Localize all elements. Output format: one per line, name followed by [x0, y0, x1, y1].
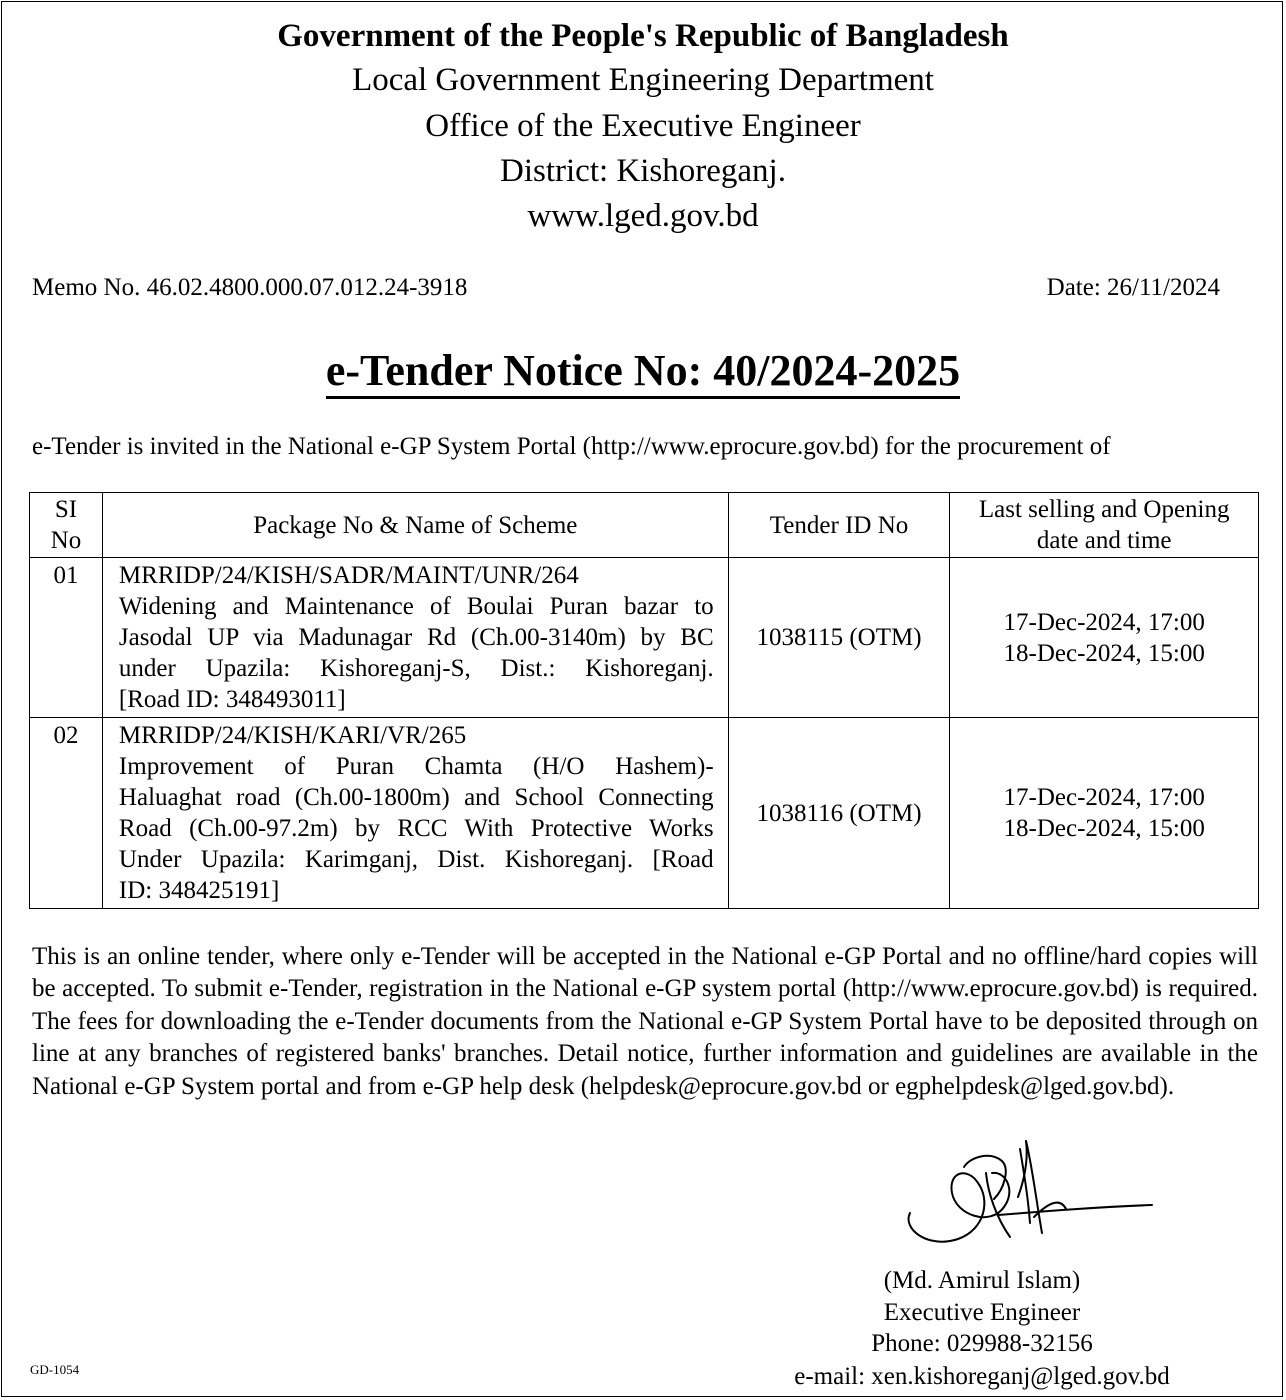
last-selling-date: 17-Dec-2024, 17:00 [1003, 784, 1205, 811]
scheme-line: under Upazila: Kishoreganj-S, Dist.: Kishoreganj. [118, 655, 714, 682]
col-header-tender-id: Tender ID No [728, 493, 950, 558]
table-header-row [30, 493, 1259, 558]
row-dates [950, 558, 1259, 718]
notice-date: Date: 26/11/2024 [1046, 274, 1220, 301]
department-heading: Local Government Engineering Department [352, 62, 934, 98]
row-package [102, 718, 728, 909]
tender-instructions: This is an online tender, where only e-Tender will be accepted in the National e-GP Portal and no offline/hard copies will be accepted. To submit e-Tender, registration in the National e-GP system portal (http://www.eprocure.gov.bd) is required. The fees for downloading the e-Tender documents from the National e-GP System Portal have to be deposited through on line at any branches of registered banks' branches. Detail notice, further information and guidelines are available in the National e-GP System portal and from e-GP help desk (helpdesk@eprocure.gov.bd or egphelpdesk@lged.gov.bd). [32, 943, 1258, 1100]
government-heading: Government of the People's Republic of Bangladesh [277, 18, 1009, 54]
notice-title-text: e-Tender Notice No: 40/2024-2025 [326, 346, 960, 399]
scheme-line: [Road ID: 348493011] [118, 686, 346, 713]
package-number: MRRIDP/24/KISH/SADR/MAINT/UNR/264 [118, 562, 579, 589]
scheme-line: Road (Ch.00-97.2m) by RCC With Protective Works [118, 815, 714, 842]
row-tender-id: 1038115 (OTM) [728, 558, 950, 718]
opening-date: 18-Dec-2024, 15:00 [1003, 815, 1205, 842]
scheme-line: ID: 348425191] [118, 877, 280, 904]
row-sl: 01 [30, 558, 103, 718]
row-sl: 02 [30, 718, 103, 909]
scheme-line: Haluaghat road (Ch.00-1800m) and School Connecting [118, 784, 714, 811]
district-heading: District: Kishoreganj. [500, 153, 786, 189]
scheme-line: Widening and Maintenance of Boulai Puran bazar to [118, 593, 714, 620]
memo-number: Memo No. 46.02.4800.000.07.012.24-3918 [32, 274, 468, 301]
signer-phone: Phone: 029988-32156 [871, 1330, 1093, 1357]
table-row [30, 718, 1259, 909]
tender-table [29, 492, 1259, 909]
signature [898, 1137, 1158, 1255]
col-header-dates-line2: date and time [1036, 527, 1172, 554]
notice-title [0, 345, 1286, 396]
opening-date: 18-Dec-2024, 15:00 [1003, 639, 1205, 667]
signer-email: e-mail: xen.kishoreganj@lged.gov.bd [794, 1363, 1170, 1390]
row-dates [950, 718, 1259, 909]
office-heading: Office of the Executive Engineer [425, 108, 861, 144]
row-package [102, 558, 728, 718]
scheme-line: Improvement of Puran Chamta (H/O Hashem)- [118, 753, 714, 780]
website-heading: www.lged.gov.bd [527, 198, 759, 234]
row-tender-id: 1038116 (OTM) [728, 718, 950, 909]
col-header-sl-line1: SI [54, 496, 78, 523]
col-header-sl-line2: No [50, 527, 82, 554]
intro-text: e-Tender is invited in the National e-GP System Portal (http://www.eprocure.gov.bd) for the procurement of [32, 433, 1111, 460]
col-header-dates-line1: Last selling and Opening [978, 496, 1230, 523]
footer-code: GD-1054 [30, 1362, 80, 1377]
col-header-package: Package No & Name of Scheme [102, 493, 728, 558]
scheme-line: Jasodal UP via Madunagar Rd (Ch.00-3140m) by BC [118, 624, 714, 651]
last-selling-date: 17-Dec-2024, 17:00 [1003, 608, 1205, 636]
scheme-line: Under Upazila: Karimganj, Dist. Kishoreganj. [Road [118, 846, 714, 873]
signer-designation: Executive Engineer [883, 1299, 1081, 1326]
col-header-sl [30, 493, 103, 558]
col-header-dates [950, 493, 1259, 558]
package-number: MRRIDP/24/KISH/KARI/VR/265 [118, 722, 467, 749]
signer-name: (Md. Amirul Islam) [883, 1267, 1081, 1294]
table-row [30, 558, 1259, 718]
